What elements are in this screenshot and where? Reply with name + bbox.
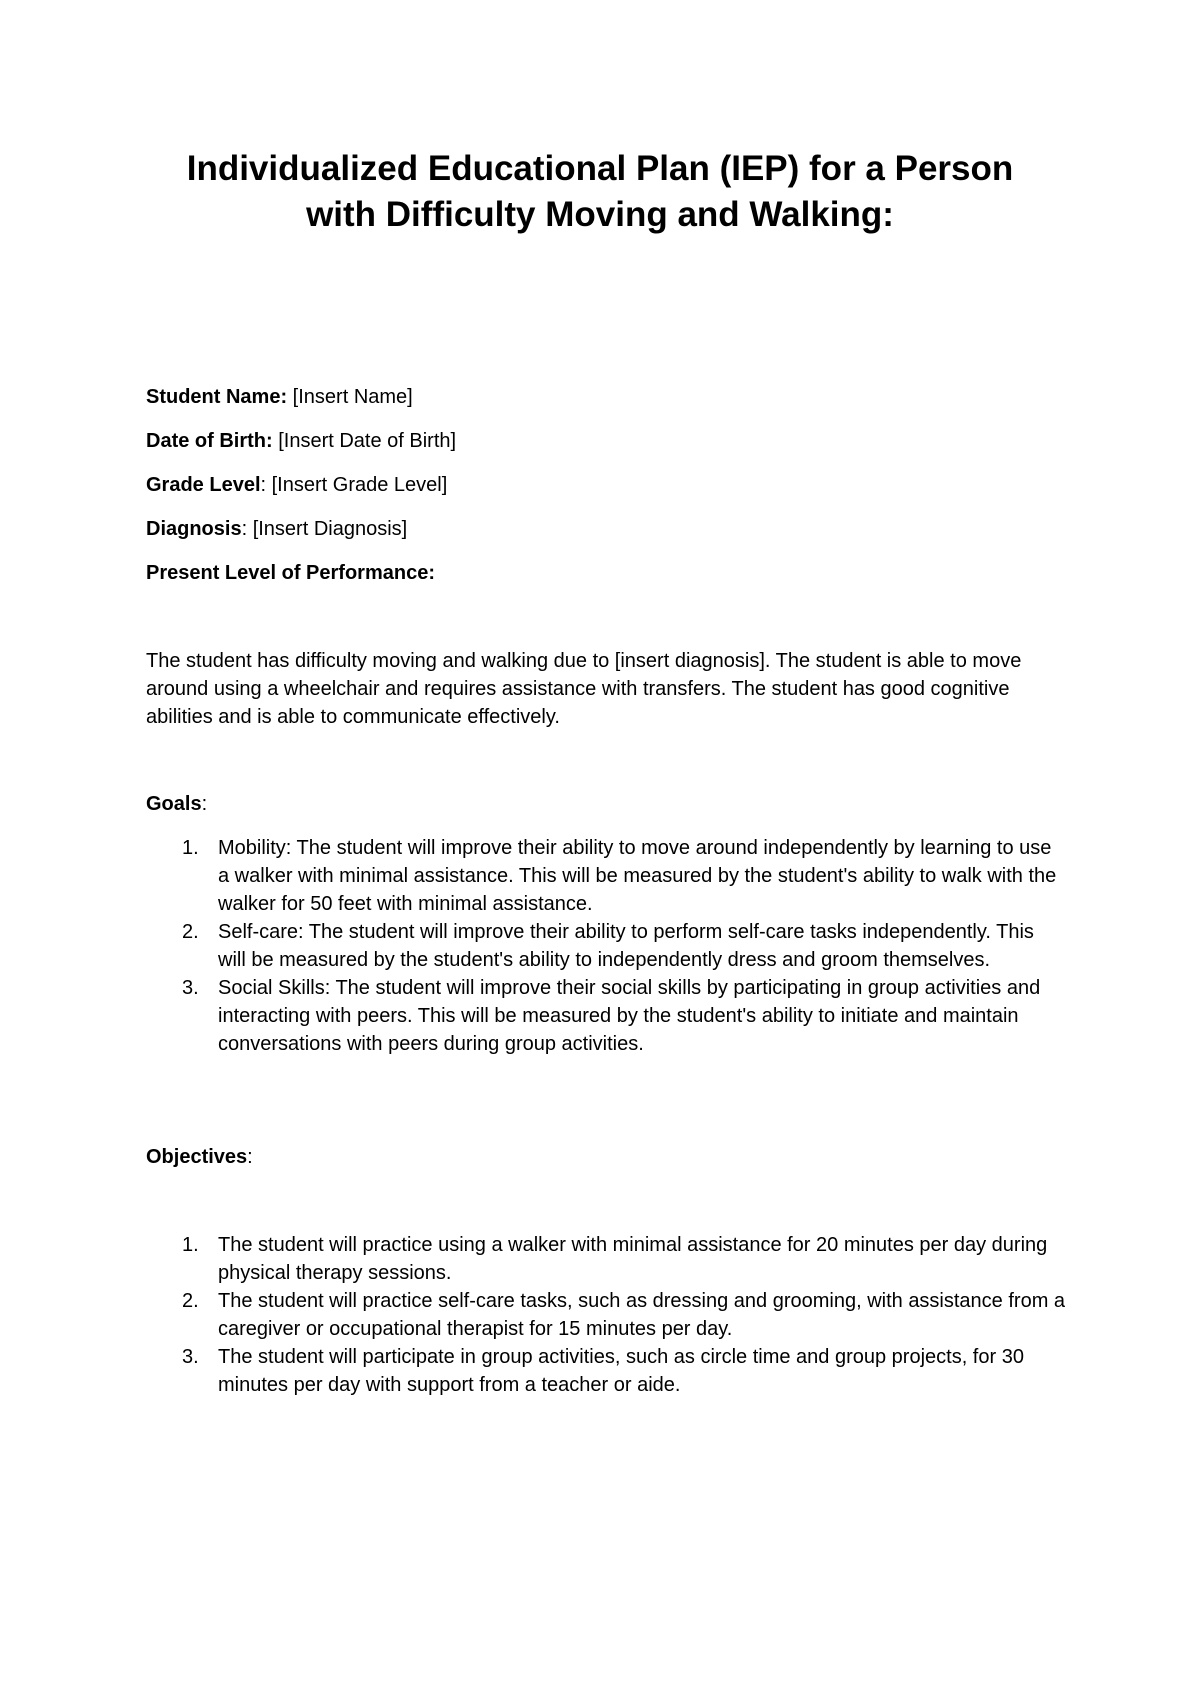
- list-item: [146, 834, 1066, 918]
- date-of-birth-value: [Insert Date of Birth]: [272, 430, 457, 452]
- title-line-2: with Difficulty Moving and Walking:: [306, 195, 894, 234]
- diagnosis-field: [146, 515, 407, 543]
- list-item-number: 1.: [182, 837, 199, 859]
- list-item-number: 3.: [182, 1346, 199, 1368]
- list-item-number: 3.: [182, 977, 199, 999]
- list-item-text: Self-care: The student will improve their ability to perform self-care tasks independently. This will be measured by the student's ability to independently dress and groom themselves.: [218, 921, 1034, 971]
- diagnosis-value: : [Insert Diagnosis]: [241, 518, 408, 540]
- list-item-text: Social Skills: The student will improve their social skills by participating in group activities and interacting with peers. This will be measured by the student's ability to initiate and maintain conversations with peers during group activities.: [218, 977, 1041, 1055]
- goals-heading: Goals:: [146, 793, 208, 815]
- title-line-1: Individualized Educational Plan (IEP) for a Person: [186, 149, 1014, 188]
- diagnosis-label: Diagnosis: [146, 518, 242, 540]
- goals-list: [146, 834, 1066, 1058]
- grade-level-value: : [Insert Grade Level]: [260, 474, 448, 496]
- list-item: [146, 1231, 1066, 1287]
- present-level-paragraph: The student has difficulty moving and walking due to [insert diagnosis]. The student is able to move around using a wheelchair and requires assistance with transfers. The student has good cognitive abilities and is able to communicate effectively.: [146, 650, 1022, 728]
- list-item: [146, 974, 1066, 1058]
- list-item-text: The student will practice using a walker with minimal assistance for 20 minutes per day during physical therapy sessions.: [218, 1234, 1048, 1284]
- present-level-heading: Present Level of Performance:: [146, 562, 435, 584]
- list-item-text: The student will practice self-care tasks, such as dressing and grooming, with assistance from a caregiver or occupational therapist for 15 minutes per day.: [218, 1290, 1066, 1340]
- list-item-number: 1.: [182, 1234, 199, 1256]
- student-name-field: [146, 383, 413, 411]
- student-name-value: [Insert Name]: [287, 386, 413, 408]
- list-item-number: 2.: [182, 921, 199, 943]
- list-item-text: The student will participate in group activities, such as circle time and group projects, for 30 minutes per day with support from a teacher or aide.: [218, 1346, 1024, 1396]
- list-item-number: 2.: [182, 1290, 199, 1312]
- date-of-birth-field: [146, 427, 456, 455]
- objectives-heading: Objectives:: [146, 1146, 253, 1168]
- objectives-list: [146, 1231, 1066, 1399]
- grade-level-field: [146, 471, 447, 499]
- list-item-text: Mobility: The student will improve their ability to move around independently by learning to use a walker with minimal assistance. This will be measured by the student's ability to walk with the walker for 50 feet with minimal assistance.: [218, 837, 1057, 915]
- list-item: [146, 1287, 1066, 1343]
- list-item: [146, 1343, 1066, 1399]
- date-of-birth-label: Date of Birth:: [146, 430, 273, 452]
- grade-level-label: Grade Level: [146, 474, 261, 496]
- list-item: [146, 918, 1066, 974]
- student-name-label: Student Name:: [146, 386, 288, 408]
- document-title: [100, 146, 1100, 238]
